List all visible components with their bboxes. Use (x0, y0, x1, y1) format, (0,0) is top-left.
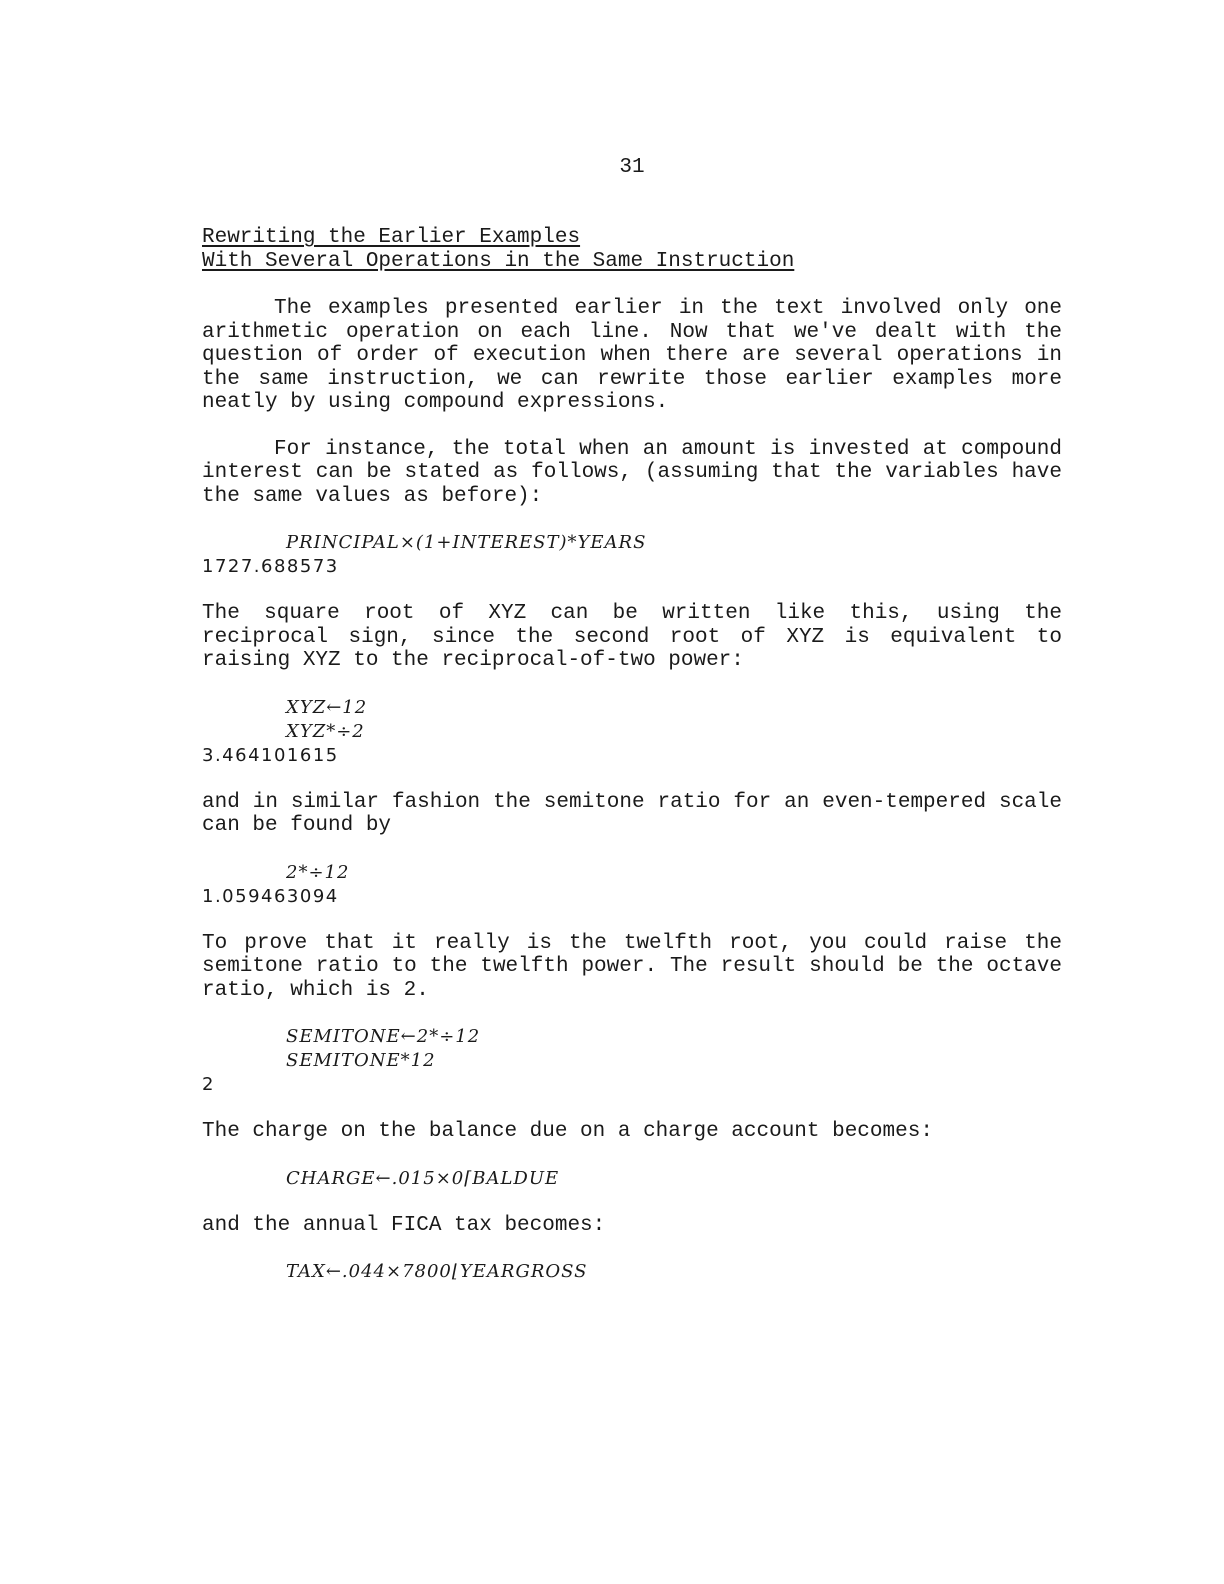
paragraph-compound-interest: For instance, the total when an amount is invested at compound interest can be stated as follows, (assuming that the variables have the same values as before): (202, 437, 1062, 508)
code-line-xyz-root: XYZ*÷2 (286, 720, 365, 742)
page-number: 31 (619, 156, 645, 179)
section-heading (202, 226, 1062, 274)
code-block-semitone (202, 861, 1062, 885)
paragraph-charge: The charge on the balance due on a charge account becomes: (202, 1120, 933, 1143)
code-line-charge: CHARGE←.015×0⌈BALDUE (286, 1167, 560, 1189)
paragraph-twelfth-root: To prove that it really is the twelfth root, you could raise the semitone ratio to the twelfth power. The result should be the octave ratio, which is 2. (202, 931, 1062, 1002)
result-semitone: 1.059463094 (202, 885, 339, 907)
code-block-semitone-power (202, 1025, 1062, 1073)
code-line-semitone-power: SEMITONE*12 (286, 1050, 436, 1071)
code-block-principal (202, 531, 1062, 555)
code-line-principal: PRINCIPAL×(1+INTEREST)*YEARS (286, 532, 647, 553)
paragraph-intro: The examples presented earlier in the text involved only one arithmetic operation on each line. Now that we've dealt with the question of order of execution when there are several operations in the same instruction, we can rewrite those earlier examples more neatly by using compound expressions. (202, 297, 1062, 414)
paragraph-fica: and the annual FICA tax becomes: (202, 1213, 606, 1237)
paragraph-semitone: and in similar fashion the semitone ratio for an even-tempered scale can be found by (202, 790, 1062, 837)
code-block-charge (202, 1167, 1062, 1191)
heading-line-2: With Several Operations in the Same Instruction (202, 250, 795, 273)
result-xyz-root: 3.464101615 (202, 744, 339, 766)
result-semitone-power: 2 (202, 1074, 215, 1095)
code-block-tax (202, 1260, 1062, 1284)
code-line-semitone-assign: SEMITONE←2*÷12 (286, 1026, 481, 1047)
code-line-tax: TAX←.044×7800⌊YEARGROSS (286, 1261, 588, 1282)
code-block-xyz (202, 696, 1062, 744)
result-principal: 1727.688573 (202, 556, 339, 577)
paragraph-square-root: The square root of XYZ can be written like this, using the reciprocal sign, since the second root of XYZ is equivalent to raising XYZ to the reciprocal-of-two power: (202, 602, 1062, 672)
code-line-semitone-expr: 2*÷12 (286, 861, 350, 883)
heading-line-1: Rewriting the Earlier Examples (202, 226, 581, 249)
page-content (202, 226, 1062, 1284)
code-line-xyz-assign: XYZ←12 (286, 696, 368, 718)
